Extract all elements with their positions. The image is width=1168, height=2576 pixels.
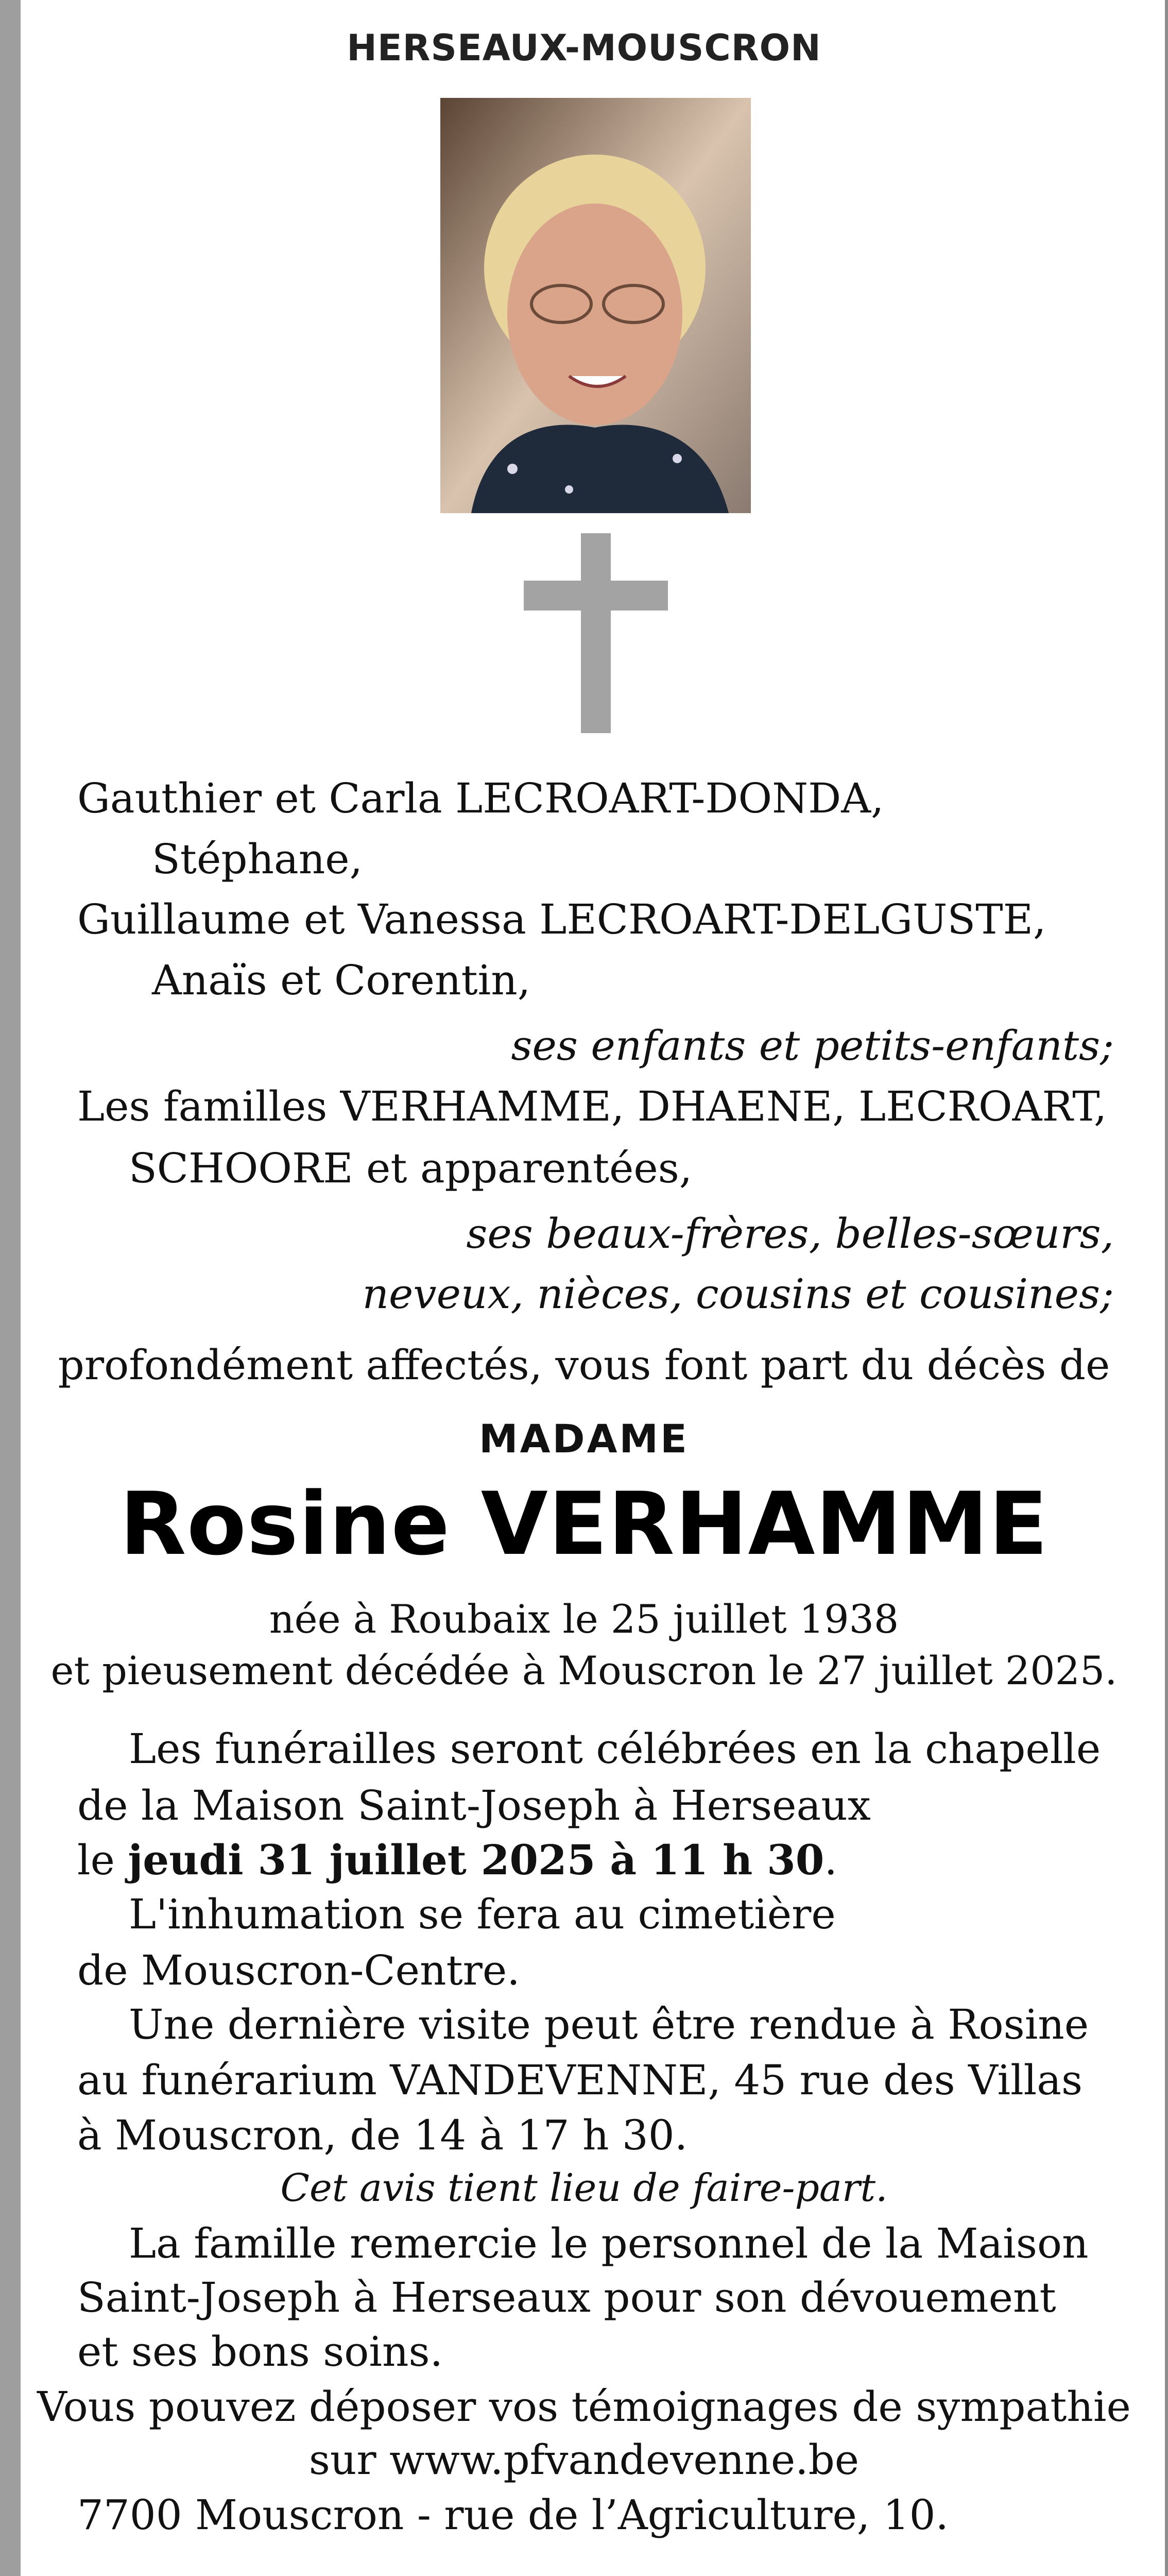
funeral-line-1: Les funérailles seront célébrées en la chapelle: [129, 1725, 1101, 1773]
visit-line-3: à Mouscron, de 14 à 17 h 30.: [77, 2111, 688, 2159]
deceased-name: Rosine VERHAMME: [119, 1473, 1049, 1574]
sympathy-line-2: sur www.pfvandevenne.be: [308, 2436, 860, 2484]
family-line-6: SCHOORE et apparentées,: [129, 1144, 693, 1192]
death-line: et pieusement décédée à Mouscron le 27 juillet 2025.: [50, 1648, 1118, 1693]
burial-line-2: de Mouscron-Centre.: [77, 1946, 520, 1994]
thanks-line-2: Saint-Joseph à Herseaux pour son dévouement: [77, 2274, 1056, 2321]
thanks-line-1: La famille remercie le personnel de la Maison: [129, 2219, 1089, 2267]
thanks-line-3: et ses bons soins.: [77, 2328, 443, 2376]
family-line-1: Gauthier et Carla LECROART-DONDA,: [77, 774, 884, 822]
notice-line: Cet avis tient lieu de faire-part.: [280, 2166, 888, 2210]
family-line-4: Anaïs et Corentin,: [152, 956, 531, 1004]
relation-children: ses enfants et petits-enfants;: [511, 1022, 1114, 1070]
location-heading: HERSEAUX-MOUSCRON: [347, 27, 821, 69]
funeral-date-time: jeudi 31 juillet 2025 à 11 h 30: [128, 1836, 825, 1884]
family-line-3: Guillaume et Vanessa LECROART-DELGUSTE,: [77, 895, 1046, 943]
funeral-line-3: le jeudi 31 juillet 2025 à 11 h 30.: [77, 1836, 837, 1884]
sympathy-line-1: Vous pouvez déposer vos témoignages de sympathie: [37, 2383, 1131, 2431]
relation-in-laws: ses beaux-frères, belles-sœurs,: [466, 1210, 1114, 1258]
relation-nephews: neveux, nièces, cousins et cousines;: [362, 1270, 1114, 1318]
portrait-image: [440, 98, 751, 513]
visit-line-1: Une dernière visite peut être rendue à Rosine: [129, 2001, 1089, 2048]
family-line-5: Les familles VERHAMME, DHAENE, LECROART,: [77, 1082, 1107, 1130]
birth-line: née à Roubaix le 25 juillet 1938: [269, 1596, 899, 1642]
cross-symbol: [524, 533, 668, 733]
announcement-line: profondément affectés, vous font part du décès de: [58, 1341, 1110, 1389]
funeral-line-2: de la Maison Saint-Joseph à Herseaux: [77, 1782, 871, 1829]
address-line: 7700 Mouscron - rue de l’Agriculture, 10.: [77, 2491, 949, 2539]
burial-line-1: L'inhumation se fera au cimetière: [129, 1890, 836, 1938]
deceased-title: MADAME: [479, 1416, 689, 1462]
visit-line-2: au funérarium VANDEVENNE, 45 rue des Villas: [77, 2056, 1083, 2104]
family-line-2: Stéphane,: [152, 835, 363, 883]
portrait-photo: [440, 98, 751, 513]
